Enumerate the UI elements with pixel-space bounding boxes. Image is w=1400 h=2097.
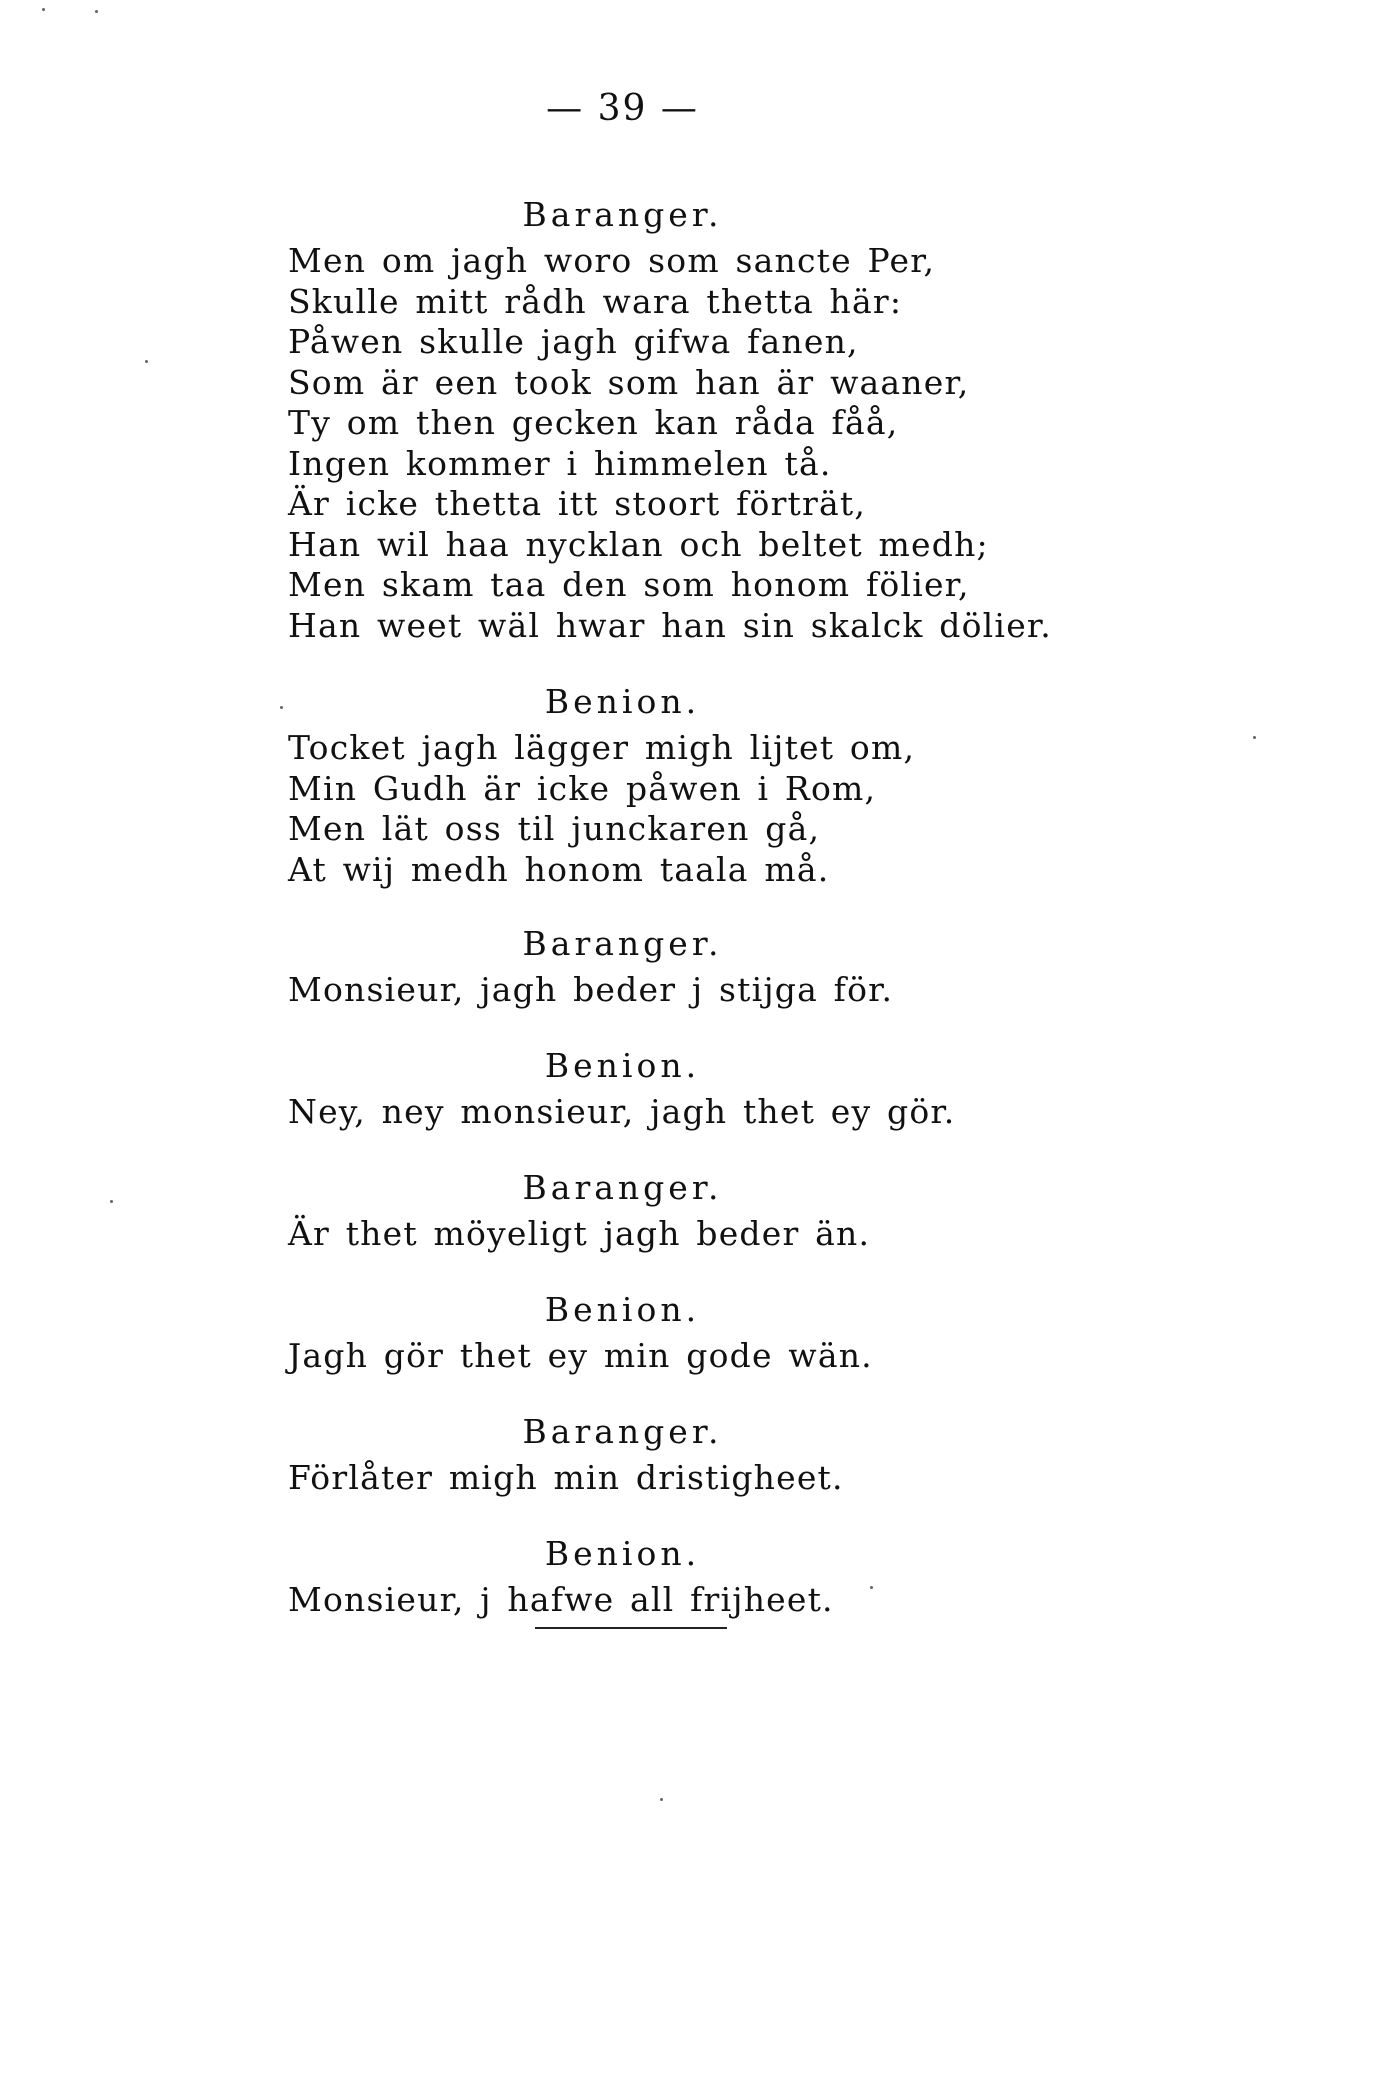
scan-speck [42, 8, 45, 11]
verse-block [288, 1214, 1048, 1255]
verse-line: Ney, ney monsieur, jagh thet ey gör. [288, 1092, 956, 1131]
verse-line: Min Gudh är icke påwen i Rom, [288, 768, 877, 808]
speaker-name: Benion. [544, 682, 701, 721]
verse-line: Ingen kommer i himmelen tå. [288, 443, 832, 483]
verse-line: Monsieur, j hafwe all frijheet. [288, 1580, 834, 1619]
scan-speck [1253, 736, 1256, 739]
verse-line: Jagh gör thet ey min gode wän. [288, 1336, 873, 1375]
verse-line: Monsieur, jagh beder j stijga för. [288, 970, 894, 1009]
verse-line: Men lät oss til junckaren gå, [288, 809, 821, 848]
verse-line: Är thet möyeligt jagh beder än. [288, 1214, 871, 1253]
verse-line: Som är een took som han är waaner, [288, 362, 970, 402]
verse-line: Ty om then gecken kan råda fåå, [288, 403, 899, 442]
scan-speck [145, 360, 148, 363]
speaker-name: Baranger. [522, 195, 723, 234]
scan-speck [660, 1798, 663, 1801]
verse-block [288, 241, 1052, 646]
speaker-name: Benion. [544, 1290, 701, 1329]
verse-block [288, 728, 1048, 890]
verse-line: Han wil haa nycklan och beltet medh; [288, 524, 989, 564]
verse-block [288, 1336, 1048, 1377]
verse-line: Men skam taa den som honom fölier, [288, 565, 970, 604]
speaker-name: Baranger. [522, 924, 723, 963]
page-number: — 39 — [546, 88, 699, 129]
verse-line: Skulle mitt rådh wara thetta här: [288, 281, 903, 321]
scan-speck [110, 1200, 113, 1203]
verse-block [288, 1092, 1048, 1133]
speaker-name: Benion. [544, 1046, 701, 1085]
verse-line: Är icke thetta itt stoort förträt, [288, 484, 867, 523]
speaker-name: Baranger. [522, 1168, 723, 1207]
verse-line: Men om jagh woro som sancte Per, [288, 241, 936, 280]
verse-line: Förlåter migh min dristigheet. [288, 1458, 844, 1497]
verse-line: Han weet wäl hwar han sin skalck dölier. [288, 605, 1052, 645]
verse-line: Tocket jagh lägger migh lijtet om, [288, 728, 916, 767]
speaker-name: Baranger. [522, 1412, 723, 1451]
verse-block [288, 970, 1048, 1011]
verse-block [288, 1458, 1048, 1499]
scan-speck [95, 10, 98, 13]
verse-block [288, 1580, 1048, 1621]
scan-speck [870, 1586, 873, 1589]
speaker-name: Benion. [544, 1534, 701, 1573]
verse-line: At wij medh honom taala må. [288, 849, 830, 889]
scan-speck [280, 706, 283, 709]
verse-line: Påwen skulle jagh gifwa fanen, [288, 322, 859, 361]
end-rule [535, 1627, 727, 1629]
